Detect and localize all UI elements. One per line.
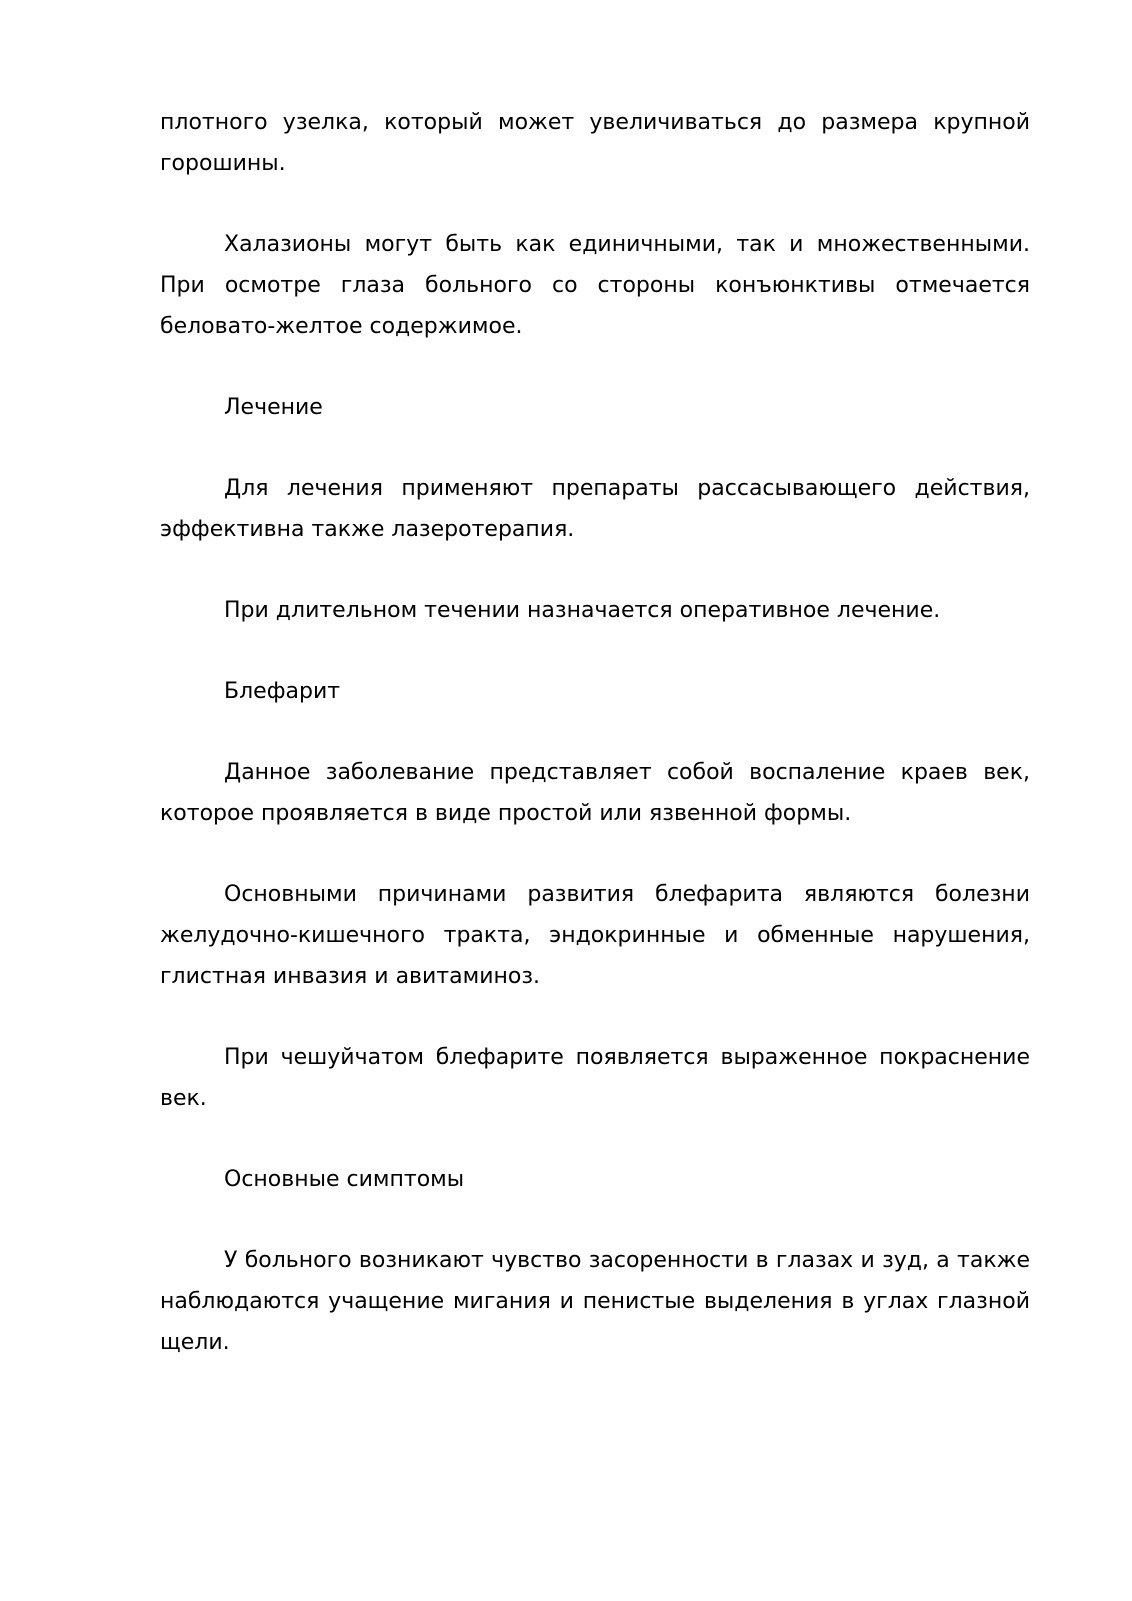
paragraph-surgical-treatment: При длительном течении назначается оперативное лечение. [224, 598, 941, 623]
section-heading-blepharitis: Блефарит [224, 679, 341, 704]
section-heading-symptoms: Основные симптомы [224, 1167, 465, 1192]
paragraph-continuation: плотного узелка, который может увеличиваться до размера крупной горошины. [160, 110, 1030, 176]
paragraph-blepharitis-definition: Данное заболевание представляет собой воспаление краев век, которое проявляется в виде простой или язвенной формы. [160, 760, 1030, 826]
paragraph-scaly-blepharitis: При чешуйчатом блефарите появляется выраженное покраснение век. [160, 1045, 1030, 1111]
paragraph-blepharitis-causes: Основными причинами развития блефарита являются болезни желудочно-кишечного тракта, эндокринные и обменные нарушения, глистная инвазия и авитаминоз. [160, 882, 1030, 989]
paragraph-chalazion-types: Халазионы могут быть как единичными, так и множественными. При осмотре глаза больного со стороны конъюнктивы отмечается беловато-желтое содержимое. [160, 232, 1030, 339]
paragraph-treatment-drugs: Для лечения применяют препараты рассасывающего действия, эффективна также лазеротерапия. [160, 476, 1030, 542]
document-body [160, 102, 1030, 1403]
paragraph-symptoms: У больного возникают чувство засоренности в глазах и зуд, а также наблюдаются учащение мигания и пенистые выделения в углах глазной щели. [160, 1248, 1030, 1355]
section-heading-treatment: Лечение [224, 395, 323, 420]
